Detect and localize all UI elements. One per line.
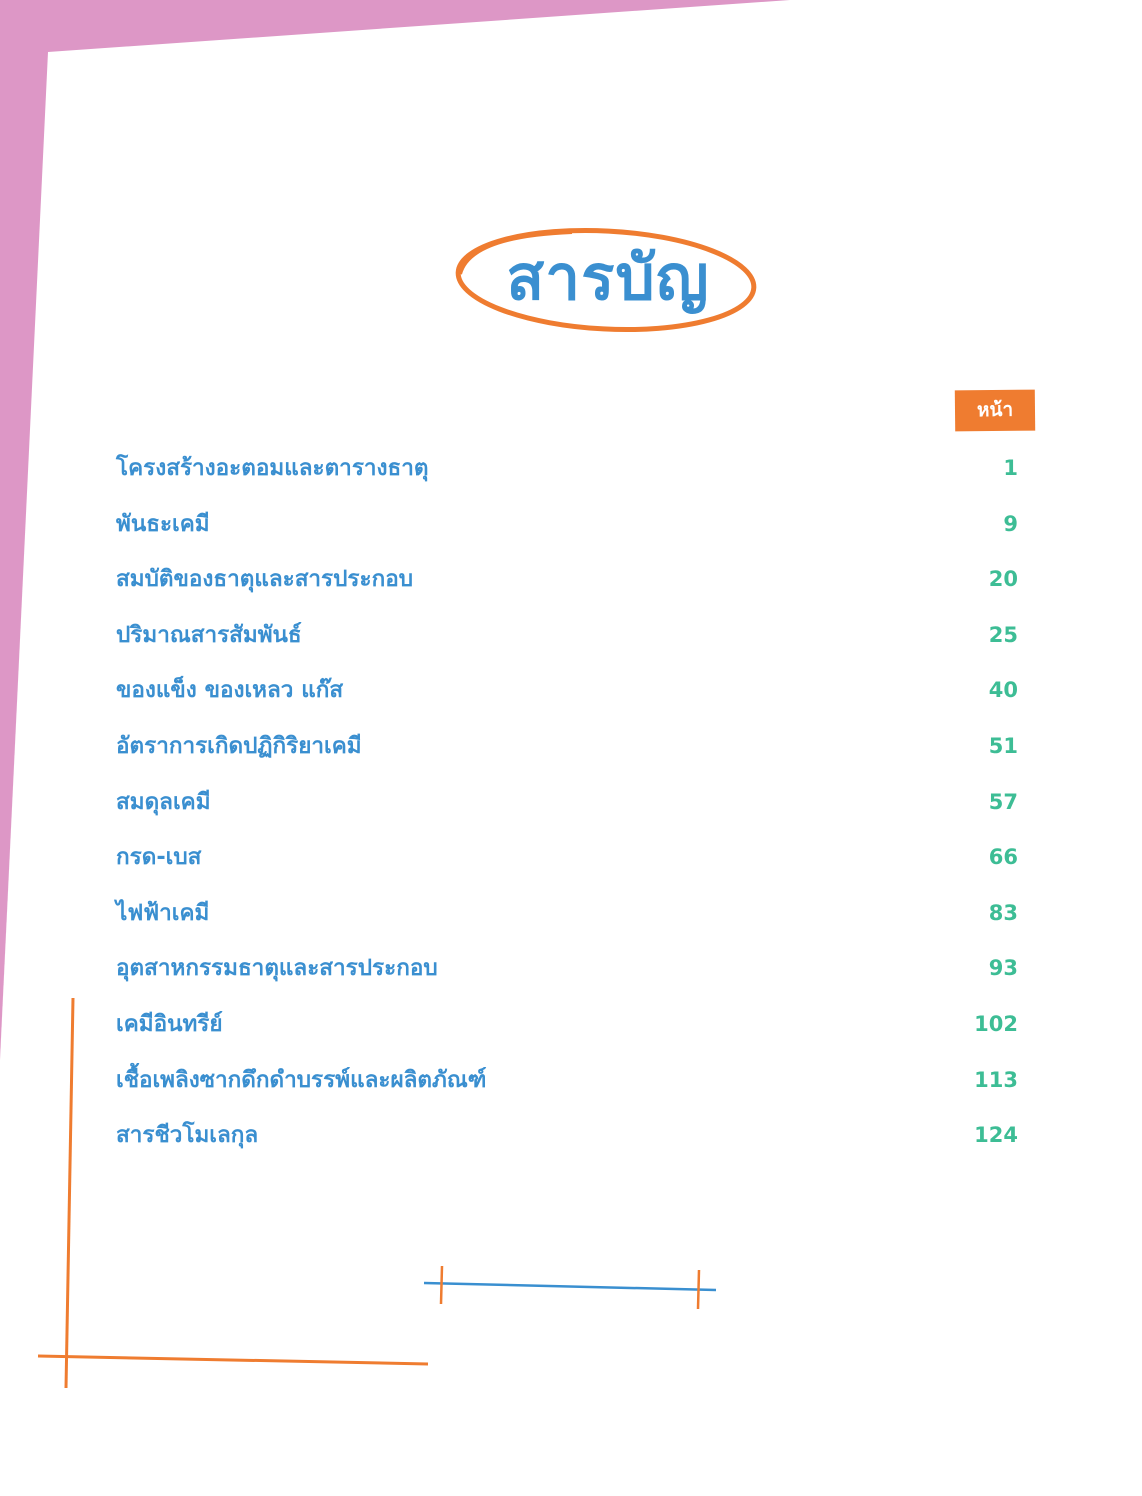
toc-entry-title[interactable]: เชื้อเพลิงซากดึกดำบรรพ์และผลิตภัณฑ์: [116, 1066, 487, 1093]
toc-entry[interactable]: [116, 946, 1020, 1002]
toc-entry-title[interactable]: สารชีวโมเลกุล: [116, 1122, 259, 1149]
toc-entry-title[interactable]: เคมีอินทรีย์: [116, 1010, 223, 1037]
blue-rule-right-tick: [698, 1270, 699, 1309]
toc-entry-page-number: 57: [988, 789, 1018, 814]
toc-entry-page-number: 25: [988, 622, 1018, 647]
toc-entry[interactable]: [116, 835, 1020, 891]
toc-entry[interactable]: [116, 613, 1020, 669]
toc-entry-page-number: 83: [988, 900, 1018, 925]
toc-entry-page-number: 66: [988, 845, 1018, 870]
toc-entry-page-number: 40: [988, 678, 1018, 703]
toc-entry-page-number: 113: [974, 1067, 1018, 1092]
toc-entry[interactable]: [116, 502, 1020, 558]
toc-entry[interactable]: [116, 780, 1020, 836]
orange-horizontal-line: [38, 1356, 428, 1364]
toc-entry-page-number: 102: [974, 1011, 1018, 1036]
toc-entry-page-number: 9: [1003, 511, 1018, 536]
toc-entry-title[interactable]: ปริมาณสารสัมพันธ์: [116, 621, 302, 648]
toc-entry[interactable]: [116, 724, 1020, 780]
toc-entry-title[interactable]: ของแข็ง ของเหลว แก๊ส: [116, 677, 344, 704]
toc-entry-page-number: 124: [974, 1123, 1018, 1148]
blue-rule-line: [424, 1283, 716, 1290]
toc-entry-page-number: 51: [988, 733, 1018, 758]
table-of-contents: [116, 446, 1020, 1169]
toc-entry[interactable]: [116, 446, 1020, 502]
title-area: [452, 222, 764, 340]
toc-entry-title[interactable]: โครงสร้างอะตอมและตารางธาตุ: [116, 455, 429, 481]
orange-vertical-line: [66, 998, 73, 1388]
page-title: สารบัญ: [506, 241, 710, 314]
toc-entry-page-number: 1: [1003, 456, 1018, 480]
toc-entry-title[interactable]: ไฟฟ้าเคมี: [116, 899, 210, 926]
toc-entry[interactable]: [116, 891, 1020, 947]
toc-entry[interactable]: [116, 557, 1020, 613]
page-column-header: หน้า: [955, 390, 1035, 432]
toc-entry-page-number: 93: [988, 956, 1018, 981]
blue-rule-left-tick: [441, 1266, 442, 1304]
toc-entry-title[interactable]: พันธะเคมี: [116, 510, 210, 537]
toc-entry[interactable]: [116, 1002, 1020, 1058]
toc-entry[interactable]: [116, 668, 1020, 724]
toc-entry[interactable]: [116, 1058, 1020, 1114]
toc-entry-title[interactable]: กรด-เบส: [116, 844, 202, 871]
toc-entry[interactable]: [116, 1113, 1020, 1169]
toc-entry-title[interactable]: สมบัติของธาตุและสารประกอบ: [116, 566, 414, 593]
toc-entry-page-number: 20: [988, 567, 1018, 592]
toc-entry-title[interactable]: อัตราการเกิดปฏิกิริยาเคมี: [116, 732, 362, 759]
toc-entry-title[interactable]: สมดุลเคมี: [116, 788, 211, 815]
toc-entry-title[interactable]: อุตสาหกรรมธาตุและสารประกอบ: [116, 955, 438, 982]
